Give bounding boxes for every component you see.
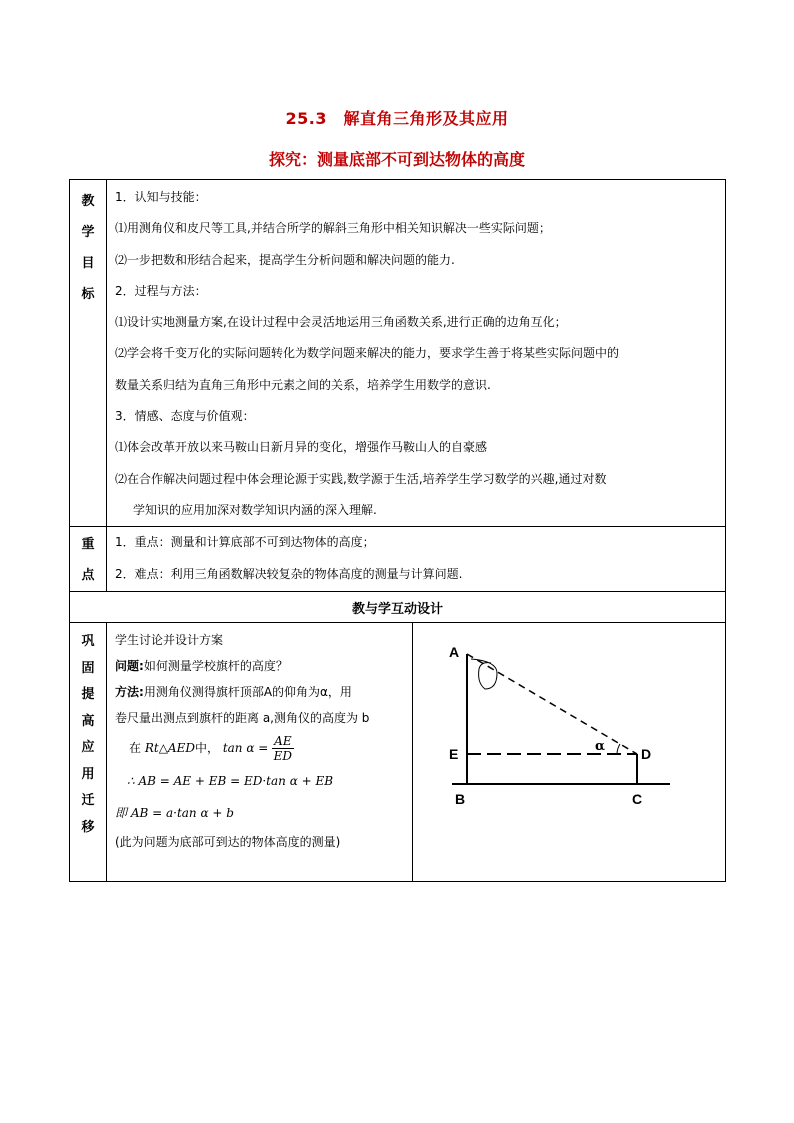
alpha-arc bbox=[617, 744, 620, 754]
result-line: 即 AB = a·tan α + b bbox=[115, 806, 234, 821]
fraction-numerator: AE bbox=[274, 734, 292, 749]
angle-mark-A bbox=[471, 659, 497, 689]
tan-lhs: tan α = bbox=[222, 741, 269, 756]
in-suffix: 中， bbox=[194, 741, 219, 756]
label-B: B bbox=[455, 791, 466, 808]
objective-line: 学知识的应用加深对数学知识内涵的深入理解. bbox=[133, 502, 377, 517]
objective-line: ⑵学会将千变万化的实际问题转化为数学问题来解决的能力，要求学生善于将某些实际问题中的 bbox=[115, 346, 620, 361]
note-line: (此为问题为底部可到达的物体高度的测量) bbox=[115, 835, 341, 850]
label-alpha: α bbox=[595, 739, 606, 755]
objective-line: ⑴体会改革开放以来马鞍山日新月异的变化，增强作马鞍山人的自豪感 bbox=[115, 440, 488, 455]
discuss-text: 学生讨论并设计方案 bbox=[115, 633, 224, 648]
label-E: E bbox=[449, 746, 459, 763]
interaction-header: 教与学互动设计 bbox=[70, 592, 726, 623]
triangle-name: Rt△AED bbox=[144, 741, 195, 756]
practice-label bbox=[70, 623, 107, 882]
objective-line: ⑴用测角仪和皮尺等工具,并结合所学的解斜三角形中相关知识解决一些实际问题； bbox=[115, 221, 551, 236]
method-label: 方法: bbox=[115, 685, 144, 700]
method-line bbox=[115, 679, 412, 705]
objective-line: ⑵在合作解决问题过程中体会理论源于实践,数学源于生活,培养学生学习数学的兴趣,通过对数 bbox=[115, 471, 607, 486]
label-char: 点 bbox=[81, 568, 95, 584]
label-char: 教 bbox=[81, 194, 95, 209]
label-char: 固 bbox=[81, 660, 95, 676]
objectives-label bbox=[70, 180, 107, 527]
method-text: 用测角仪测得旗杆顶部A的仰角为α，用 bbox=[143, 685, 352, 700]
objective-line: 1．认知与技能： bbox=[115, 190, 207, 204]
page-title: 25.3 解直角三角形及其应用 bbox=[285, 109, 509, 128]
keypoint-line: 1．重点：测量和计算底部不可到达物体的高度； bbox=[115, 535, 375, 550]
label-char: 巩 bbox=[81, 634, 95, 650]
in-text: 在 bbox=[129, 741, 142, 756]
label-char: 学 bbox=[81, 225, 95, 240]
tan-fraction bbox=[272, 734, 293, 763]
label-char: 应 bbox=[81, 740, 95, 756]
practice-content bbox=[107, 623, 413, 882]
keypoints-label bbox=[70, 527, 107, 592]
sight-dashed-line bbox=[467, 654, 637, 754]
objective-line: 2．过程与方法： bbox=[115, 283, 207, 298]
objective-line: ⑴设计实地测量方案,在设计过程中会灵活地运用三角函数关系,进行正确的边角互化； bbox=[115, 315, 567, 330]
label-C: C bbox=[632, 791, 643, 808]
tan-line bbox=[115, 731, 412, 765]
label-char: 移 bbox=[81, 819, 95, 835]
label-char: 标 bbox=[81, 287, 95, 302]
label-char: 提 bbox=[81, 687, 95, 703]
keypoint-line: 2．难点：利用三角函数解决较复杂的物体高度的测量与计算问题. bbox=[115, 566, 463, 581]
label-A: A bbox=[449, 644, 460, 661]
fraction-denominator: ED bbox=[273, 749, 293, 764]
objective-line: 3．情感、态度与价值观： bbox=[115, 409, 255, 424]
label-char: 重 bbox=[81, 537, 95, 553]
label-char: 高 bbox=[81, 713, 95, 729]
page-subtitle: 探究：测量底部不可到达物体的高度 bbox=[268, 150, 525, 169]
flagpole-diagram bbox=[413, 623, 726, 881]
diagram-cell bbox=[413, 623, 726, 882]
question-line bbox=[115, 653, 412, 679]
therefore-line: ∴ AB = AE + EB = ED·tan α + EB bbox=[127, 774, 334, 789]
label-char: 迁 bbox=[81, 793, 95, 809]
lesson-table bbox=[69, 179, 726, 882]
method-text-2: 卷尺量出测点到旗杆的距离 a,测角仪的高度为 b bbox=[115, 711, 370, 726]
objective-line: 数量关系归结为直角三角形中元素之间的关系，培养学生用数学的意识. bbox=[115, 377, 491, 392]
label-char: 目 bbox=[81, 256, 95, 271]
keypoints-content bbox=[107, 527, 726, 592]
label-char: 用 bbox=[81, 766, 95, 782]
question-label: 问题: bbox=[115, 659, 144, 674]
objective-line: ⑵一步把数和形结合起来，提高学生分析问题和解决问题的能力. bbox=[115, 252, 455, 267]
question-text: 如何测量学校旗杆的高度？ bbox=[143, 659, 288, 674]
label-D: D bbox=[641, 746, 652, 763]
objectives-content bbox=[107, 180, 726, 527]
